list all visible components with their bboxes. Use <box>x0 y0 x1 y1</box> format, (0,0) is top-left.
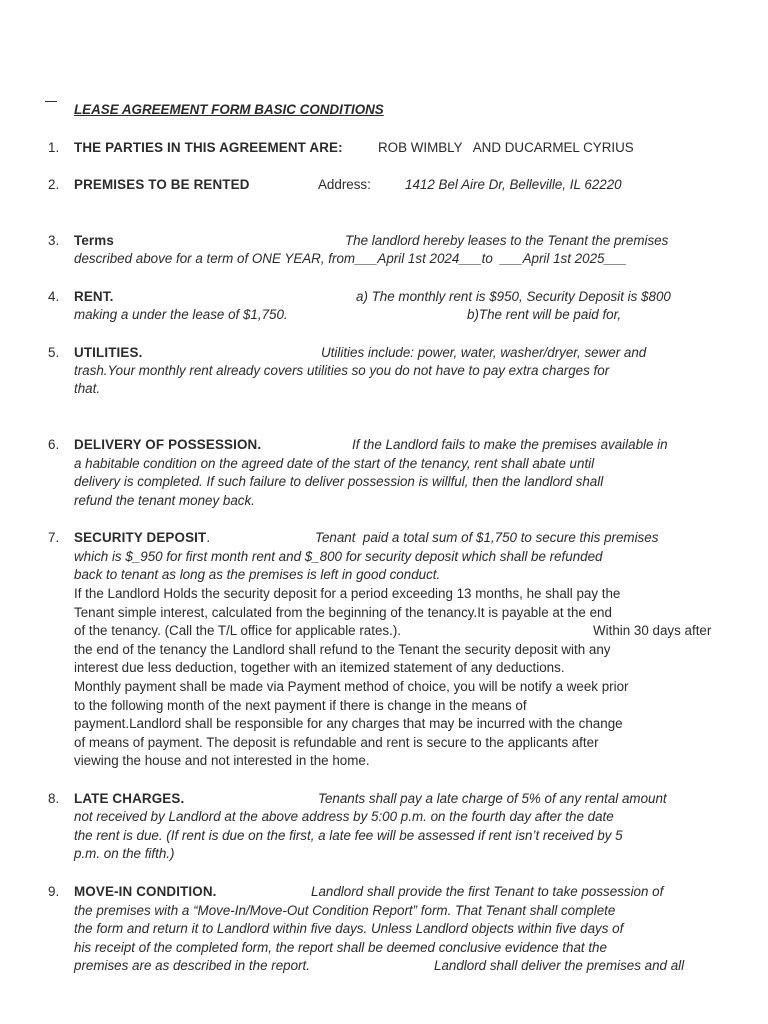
section-text-line: a habitable condition on the agreed date of the start of the tenancy, rent shall abate until <box>74 456 595 471</box>
section-title: Terms <box>74 233 114 248</box>
section-text-line: a) The monthly rent is $950, Security Deposit is $800 <box>356 289 671 304</box>
section-title: LATE CHARGES. <box>74 791 185 806</box>
section-number: 7. <box>48 530 60 545</box>
section-text-line: Within 30 days after <box>593 623 712 638</box>
section-text-line: described above for a term of ONE YEAR, from___April 1st 2024___to ___April 1st 2025___ <box>74 251 627 266</box>
section-title: PREMISES TO BE RENTED <box>74 177 250 192</box>
section-number: 8. <box>48 791 60 806</box>
section-text-line: Landlord shall provide the first Tenant to take possession of <box>311 884 664 899</box>
section-text-line: If the Landlord Holds the security deposit for a period exceeding 13 months, he shall pay the <box>74 586 621 601</box>
section-text-line: that. <box>74 381 101 396</box>
section-text-line: If the Landlord fails to make the premises available in <box>352 437 668 452</box>
section-text-line: the premises with a “Move-In/Move-Out Condition Report” form. That Tenant shall complete <box>74 903 616 918</box>
section-text-line: the end of the tenancy the Landlord shall refund to the Tenant the security deposit with any <box>74 642 611 657</box>
address-label: Address: <box>318 177 371 192</box>
section-text-line: Utilities include: power, water, washer/dryer, sewer and <box>321 345 647 360</box>
section-number: 2. <box>48 177 60 192</box>
section-text-line: premises are as described in the report. <box>74 958 310 973</box>
section-number: 6. <box>48 437 60 452</box>
section-title: SECURITY DEPOSIT <box>74 530 207 545</box>
section-text-line: Tenant paid a total sum of $1,750 to secure this premises <box>315 530 659 545</box>
section-text-line: Landlord shall deliver the premises and all <box>434 958 685 973</box>
section-title: THE PARTIES IN THIS AGREEMENT ARE: <box>74 140 343 155</box>
section-text-line: Tenant simple interest, calculated from the beginning of the tenancy.It is payable at the end <box>74 605 612 620</box>
section-title: UTILITIES. <box>74 345 143 360</box>
section-title-wrap <box>74 529 210 547</box>
section-text-line: of the tenancy. (Call the T/L office for applicable rates.). <box>74 623 402 638</box>
section-title-suffix: . <box>206 530 211 545</box>
section-text-line: to the following month of the next payment if there is change in the means of <box>74 698 527 713</box>
section-text-line: not received by Landlord at the above address by 5:00 p.m. on the fourth day after the date <box>74 809 614 824</box>
section-text-line: Tenants shall pay a late charge of 5% of any rental amount <box>318 791 667 806</box>
section-title: DELIVERY OF POSSESSION. <box>74 437 262 452</box>
section-text-line: payment.Landlord shall be responsible for any charges that may be incurred with the change <box>74 716 623 731</box>
section-text-line: delivery is completed. If such failure to deliver possession is willful, then the landlord shall <box>74 474 604 489</box>
section-number: 4. <box>48 289 60 304</box>
section-number: 3. <box>48 233 60 248</box>
section-text-line: back to tenant as long as the premises is left in good conduct. <box>74 567 441 582</box>
section-text-line: his receipt of the completed form, the report shall be deemed conclusive evidence that the <box>74 940 607 955</box>
section-text-line: trash.Your monthly rent already covers utilities so you do not have to pay extra charges for <box>74 363 610 378</box>
section-text-line: making a under the lease of $1,750. <box>74 307 288 322</box>
section-text-line: interest due less deduction, together with an itemized statement of any deductions. <box>74 660 565 675</box>
section-text-line: the rent is due. (If rent is due on the first, a late fee will be assessed if rent isn’t received by 5 <box>74 828 623 843</box>
section-text-line: of means of payment. The deposit is refundable and rent is secure to the applicants after <box>74 735 599 750</box>
section-text-line: viewing the house and not interested in the home. <box>74 753 370 768</box>
section-text-line: which is $_950 for first month rent and $_800 for security deposit which shall be refunded <box>74 549 603 564</box>
section-title: RENT. <box>74 289 114 304</box>
heading-dash <box>45 101 57 102</box>
document-heading: LEASE AGREEMENT FORM BASIC CONDITIONS <box>74 102 384 117</box>
section-text-line: refund the tenant money back. <box>74 493 255 508</box>
section-text-line: The landlord hereby leases to the Tenant the premises <box>345 233 669 248</box>
parties-value: ROB WIMBLY AND DUCARMEL CYRIUS <box>378 140 634 155</box>
section-text-line: b)The rent will be paid for, <box>467 307 622 322</box>
section-text-line: p.m. on the fifth.) <box>74 846 175 861</box>
section-number: 5. <box>48 345 60 360</box>
section-number: 1. <box>48 140 60 155</box>
section-number: 9. <box>48 884 60 899</box>
section-text-line: Monthly payment shall be made via Payment method of choice, you will be notify a week prior <box>74 679 629 694</box>
section-title: MOVE-IN CONDITION. <box>74 884 217 899</box>
section-text-line: the form and return it to Landlord within five days. Unless Landlord objects within five days of <box>74 921 624 936</box>
address-value: 1412 Bel Aire Dr, Belleville, IL 62220 <box>405 177 622 192</box>
